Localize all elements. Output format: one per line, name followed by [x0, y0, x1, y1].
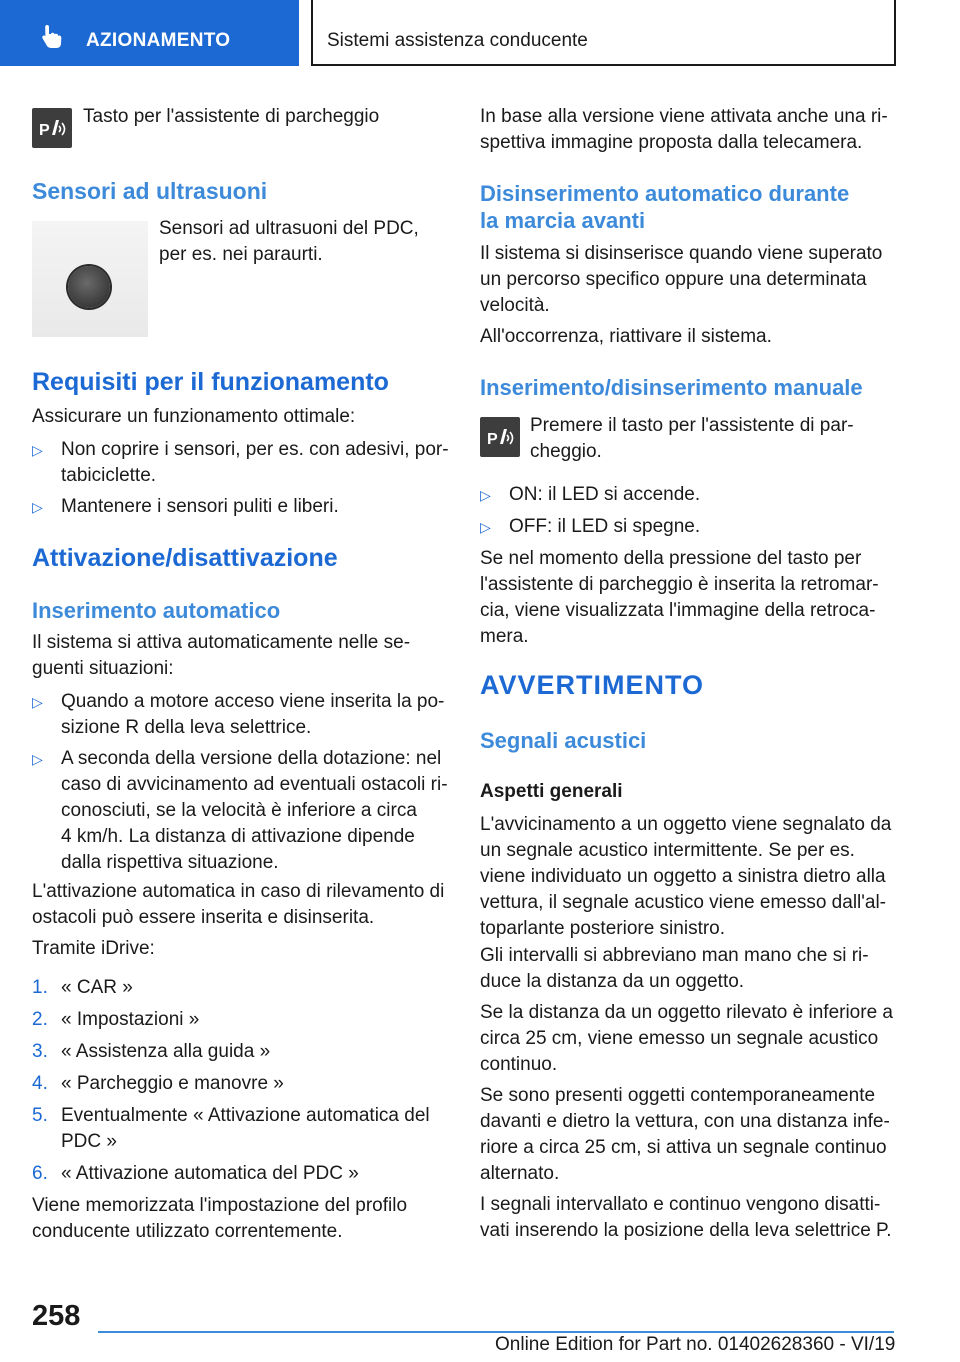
- ultrasonic-sensor-image: [32, 221, 148, 337]
- auto-note-1: L'attivazione automatica in caso di rilevamento di: [32, 881, 445, 902]
- paragraph-line: riore a circa 25 cm, si attiva un segnale continuo: [480, 1137, 887, 1158]
- paragraph-line: L'avvicinamento a un oggetto viene segnalato da: [480, 814, 892, 835]
- chapter-title: Sistemi assistenza conducente: [327, 30, 588, 51]
- svg-text:P: P: [487, 431, 498, 448]
- auto-intro-2: guenti situazioni:: [32, 658, 174, 679]
- heading-auto-off-2: la marcia avanti: [480, 208, 646, 233]
- paragraph-line: continuo.: [480, 1054, 558, 1075]
- list-item-line: OFF: il LED si spegne.: [509, 516, 701, 537]
- heading-signals: Segnali acustici: [480, 728, 647, 753]
- triangle-bullet-icon: ▷: [480, 519, 491, 535]
- section-tab[interactable]: [0, 0, 299, 66]
- step-text: Eventualmente « Attivazione automatica del: [61, 1105, 430, 1126]
- hand-pointer-icon: [38, 22, 66, 50]
- park-button-caption: Tasto per l'assistente di parcheggio: [83, 106, 380, 127]
- svg-text:P: P: [39, 122, 50, 139]
- step-number: 3.: [32, 1041, 48, 1062]
- profile-note-1: Viene memorizzata l'impostazione del profilo: [32, 1195, 408, 1216]
- list-item-line: Mantenere i sensori puliti e liberi.: [61, 496, 339, 517]
- reverse-note-3: cia, viene visualizzata l'immagine della retroca-: [480, 600, 876, 621]
- section-label: AZIONAMENTO: [86, 30, 231, 51]
- reverse-note-4: mera.: [480, 626, 529, 647]
- auto-note-2: ostacoli può essere inserita e disinserita.: [32, 907, 375, 928]
- heading-requirements: Requisiti per il funzionamento: [32, 368, 389, 396]
- profile-note-2: conducente utilizzato correntemente.: [32, 1221, 343, 1242]
- heading-auto-on: Inserimento automatico: [32, 598, 281, 623]
- auto-intro-1: Il sistema si attiva automaticamente nelle se-: [32, 632, 411, 653]
- triangle-bullet-icon: ▷: [32, 694, 43, 710]
- step-number: 2.: [32, 1009, 48, 1030]
- step-text: « Attivazione automatica del PDC »: [61, 1163, 359, 1184]
- manual-caption-2: cheggio.: [530, 441, 602, 462]
- reactivate-note: All'occorrenza, riattivare il sistema.: [480, 326, 772, 347]
- paragraph-line: I segnali intervallato e continuo vengono disatti-: [480, 1194, 881, 1215]
- paragraph-line: viene individuato un oggetto a sinistra dietro alla: [480, 866, 886, 887]
- list-item-line: conosciuti, se la velocità è inferiore a circa: [61, 800, 417, 821]
- heading-general: Aspetti generali: [480, 781, 623, 802]
- list-item-line: tabiciclette.: [61, 465, 157, 486]
- paragraph-line: vettura, il segnale acustico viene emesso dall'al-: [480, 892, 887, 913]
- manual-caption-1: Premere il tasto per l'assistente di par-: [530, 415, 854, 436]
- sensor-caption-2: per es. nei paraurti.: [159, 244, 323, 265]
- step-number: 4.: [32, 1073, 48, 1094]
- paragraph-line: davanti e dietro la vettura, con una distanza infe-: [480, 1111, 890, 1132]
- list-item-line: Non coprire i sensori, per es. con adesivi, por-: [61, 439, 449, 460]
- park-assist-button-icon: [32, 108, 72, 148]
- paragraph-line: toparlante posteriore sinistro.: [480, 918, 726, 939]
- paragraph-line: duce la distanza da un oggetto.: [480, 971, 745, 992]
- auto-off-2: un percorso specifico oppure una determinata: [480, 269, 867, 290]
- reverse-note-1: Se nel momento della pressione del tasto per: [480, 548, 862, 569]
- auto-off-3: velocità.: [480, 295, 550, 316]
- list-item-line: caso di avvicinamento ad eventuali ostacoli ri-: [61, 774, 448, 795]
- list-item-line: Quando a motore acceso viene inserita la po-: [61, 691, 445, 712]
- sensor-caption-1: Sensori ad ultrasuoni del PDC,: [159, 218, 419, 239]
- step-text: « Assistenza alla guida »: [61, 1041, 271, 1062]
- paragraph-line: Gli intervalli si abbreviano man mano che si ri-: [480, 945, 869, 966]
- step-number: 1.: [32, 977, 48, 998]
- paragraph-line: vati inserendo la posizione della leva selettrice P.: [480, 1220, 892, 1241]
- list-item-line: sizione R della leva selettrice.: [61, 717, 312, 738]
- list-item-line: A seconda della versione della dotazione: nel: [61, 748, 442, 769]
- paragraph-line: Se sono presenti oggetti contemporaneamente: [480, 1085, 876, 1106]
- paragraph-line: un segnale acustico intermittente. Se per es.: [480, 840, 855, 861]
- signals-paragraph-2: [480, 943, 900, 995]
- reverse-note-2: l'assistente di parcheggio è inserita la retromar-: [480, 574, 879, 595]
- paragraph-line: alternato.: [480, 1163, 560, 1184]
- camera-note-2: spettiva immagine proposta dalla telecamera.: [480, 132, 863, 153]
- footer-divider: [98, 1331, 894, 1333]
- paragraph-line: Se la distanza da un oggetto rilevato è inferiore a: [480, 1002, 893, 1023]
- step-text: « CAR »: [61, 977, 133, 998]
- list-item-line: ON: il LED si accende.: [509, 484, 701, 505]
- edition-note: Online Edition for Part no. 01402628360 - VI/19: [495, 1334, 896, 1355]
- page-number: 258: [32, 1300, 81, 1332]
- triangle-bullet-icon: ▷: [32, 442, 43, 458]
- warning-heading: AVVERTIMENTO: [480, 670, 705, 700]
- list-item-line: 4 km/h. La distanza di attivazione dipende: [61, 826, 415, 847]
- signals-paragraph-4: [480, 1083, 900, 1187]
- step-number: 6.: [32, 1163, 48, 1184]
- heading-sensors: Sensori ad ultrasuoni: [32, 178, 268, 204]
- requirements-intro: Assicurare un funzionamento ottimale:: [32, 406, 356, 427]
- heading-activation: Attivazione/disattivazione: [32, 544, 338, 572]
- paragraph-line: circa 25 cm, viene emesso un segnale acustico: [480, 1028, 879, 1049]
- step-text: PDC »: [61, 1131, 117, 1152]
- sensor-dot-icon: [68, 266, 110, 308]
- triangle-bullet-icon: ▷: [32, 499, 43, 515]
- heading-auto-off-1: Disinserimento automatico durante: [480, 181, 850, 206]
- step-text: « Parcheggio e manovre »: [61, 1073, 284, 1094]
- triangle-bullet-icon: ▷: [480, 487, 491, 503]
- chapter-header: [311, 0, 896, 66]
- step-number: 5.: [32, 1105, 48, 1126]
- auto-off-1: Il sistema si disinserisce quando viene superato: [480, 243, 883, 264]
- signals-paragraph-5: [480, 1192, 900, 1244]
- triangle-bullet-icon: ▷: [32, 751, 43, 767]
- park-assist-button-icon: [480, 417, 520, 457]
- camera-note-1: In base alla versione viene attivata anche una ri-: [480, 106, 888, 127]
- signals-paragraph-1: [480, 812, 900, 942]
- list-item-line: dalla rispettiva situazione.: [61, 852, 279, 873]
- signals-paragraph-3: [480, 1000, 900, 1078]
- step-text: « Impostazioni »: [61, 1009, 200, 1030]
- heading-manual: Inserimento/disinserimento manuale: [480, 375, 863, 400]
- idrive-intro: Tramite iDrive:: [32, 938, 155, 959]
